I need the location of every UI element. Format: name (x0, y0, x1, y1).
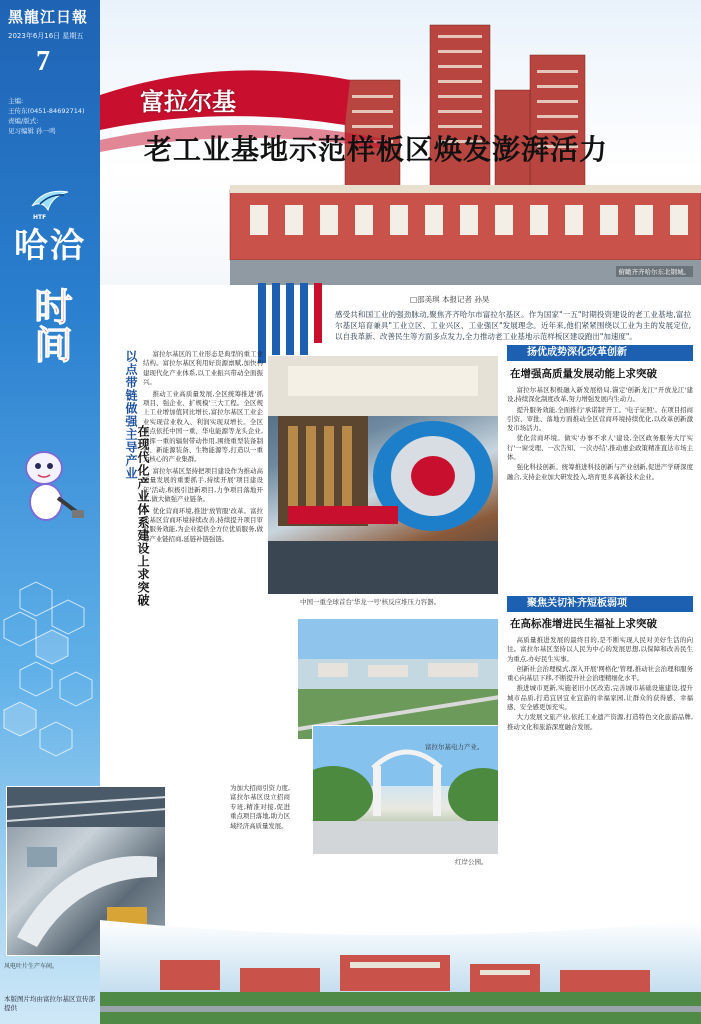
editor-info (8, 96, 85, 136)
paragraph: 强化科技创新。统筹推进科技创新与产业创新,促进产学研深度融合,支持企业加大研发投入,培育更多高新技术企业。 (507, 463, 693, 481)
section-bar-1: 扬优成势深化改革创新 (507, 345, 693, 361)
issue-date: 2023年6月16日 星期五 (8, 32, 84, 40)
reactor-vessel-photo (267, 355, 499, 595)
paragraph: 优化营商环境。做实'办事不求人'建设,全区政务服务大厅实行'一窗受理、一次告知、一次办结',推动惠企政策精准直达市场主体。 (507, 434, 693, 462)
mascot-icon (14, 440, 88, 530)
left-article-body-2: 为加大招商引资力度,富拉尔基区设立招商专班,精准对接,促进重点项目落地,助力区域经济高质量发展。 (230, 784, 290, 830)
left-article-body (143, 350, 263, 546)
paragraph: 高质量推进发展的最终目的,是不断实现人民对美好生活的向往。富拉尔基区坚持以人民为中心的发展思想,以保障和改善民生为重点,办好民生实事。 (507, 636, 693, 663)
reactor-vessel-icon (268, 356, 499, 595)
side-photo-caption: 风电叶片生产车间。 (4, 963, 59, 970)
page-number: 7 (36, 46, 50, 77)
aerial-photo (297, 618, 499, 740)
paragraph: 富拉尔基区坚持把项目建设作为推动高质量发展的重要抓手,持续开展'项目建设年'活动,积极引进新项目,力争项目落地开工,做大做强产业链条。 (143, 466, 263, 504)
meta-line: 责编/版式: (8, 117, 39, 125)
stripe-decoration-icon (258, 283, 330, 363)
headline: 老工业基地示范样板区焕发澎湃活力 (144, 133, 609, 166)
footer-credit: 本版图片均由富拉尔基区宣传部提供 (4, 995, 95, 1012)
paragraph: 推进城市更新,实施老旧小区改造,完善城市基础设施建设,提升城市品质,打造宜居宜业宜游的幸福家园,让群众的获得感、幸福感、安全感更加充实。 (507, 684, 693, 712)
paragraph: 大力发展文旅产业,依托工业遗产资源,打造特色文化旅游品牌,推动文化和旅游深度融合发展。 (507, 713, 693, 731)
byline: □邵美琪 本报记者 孙昊 (410, 295, 490, 304)
meta-line: 王传东(0451-84692714) (8, 107, 85, 115)
vertical-headline-1: 以点带链做强主导产业 (124, 350, 138, 480)
section-subhead-2: 在高标准增进民生福祉上求突破 (510, 618, 657, 630)
meta-line: 见习编辑 孙一鸣 (8, 127, 56, 135)
htf-bird-icon (30, 186, 70, 214)
section-body-1 (507, 386, 693, 483)
section-subhead-1: 在增强高质量发展动能上求突破 (510, 368, 657, 380)
paragraph: 创新社会治理模式,深入开展'网格化'管理,推动社会治理和服务重心向基层下移,不断提升社会治理精细化水平。 (507, 664, 693, 683)
photo-caption-1: 中国一重全球首台'华龙一号'核反应堆压力容器。 (300, 598, 441, 606)
section-bar-2: 聚焦关切补齐短板弱项 (507, 596, 693, 612)
column-name-1: 哈洽 (14, 226, 86, 266)
aerial-view-icon (298, 619, 499, 740)
intro-paragraph: 感受共和国工业的强劲脉动,聚焦齐齐哈尔市富拉尔基区。作为国家"一五"时期投资建设的老工业基地,富拉尔基区培育兼具"工业立区、工业兴区、工业强区"发展理念。近年来,他们紧紧围绕以工业为主的发展定位,以自我革新、改善民生等方面多点发力,全力推动老工业基地示范样板区建设跑出"加速度"。 (335, 310, 691, 341)
paragraph: 富拉尔基区积极融入新发展格局,锚定'创新龙江''开放龙江'建设,持续深化制度改革,努力增强发展内生动力。 (507, 386, 693, 404)
photo-caption-2: 富拉尔基电力产业。 (425, 743, 484, 751)
paragraph: 优化营商环境,推进'放管服'改革。富拉尔基区营商环境持续改善,持续提升项目审批服务效能,为企业提供全方位优质服务,做好产业链招商,延链补链强链。 (143, 506, 263, 543)
htf-label: HTF (33, 214, 47, 221)
meta-line: 主编: (8, 97, 24, 105)
city-panorama-photo (100, 920, 701, 1024)
column-title (12, 228, 88, 380)
column-name-2: 时间 (28, 287, 73, 363)
hero-photo-caption: 俯瞰齐齐哈尔东北钢城。 (616, 266, 694, 277)
industrial-panorama-icon (100, 920, 701, 1024)
vertical-headline-2: 在现代化产业体系建设上求突破 (136, 425, 150, 607)
paragraph: 推动工业高质量发展,全区统筹推进'抓项目、强企业、扩规模'三大工程。全区规上工业增加值同比增长,富拉尔基区工业企业实现营业收入、利润实现双增长。全区重点依托中国一重、华电能源等龙头企业,发挥一重的辐射带动作用,围绕重型装备制造、新能源装备、生物能源等,打造以一重为核心的产业集群。 (143, 389, 263, 464)
paragraph: 富拉尔基区的工业形态是典型的重工业结构。富拉尔基区利用好资源禀赋,加快构建现代化产业体系,以工业振兴带动全面振兴。 (143, 350, 263, 387)
hero-kicker: 富拉尔基 (140, 88, 236, 116)
section-body-2 (507, 636, 693, 733)
hero-banner (100, 0, 701, 285)
photo-caption-3: 红岸公园。 (455, 858, 488, 866)
paragraph: 提升服务效能,全面推行'承诺制'开工。'电子证照'。在项目招商引资、审批、落地方面推动全区营商环境持续优化,以改革创新激发市场活力。 (507, 405, 693, 433)
masthead-logo: 黑龍江日報 (8, 8, 89, 26)
